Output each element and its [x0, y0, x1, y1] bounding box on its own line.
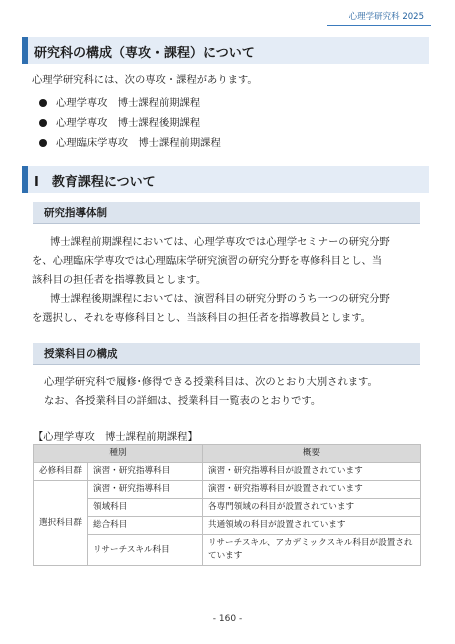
body-line: 博士課程後期課程においては、演習科目の研究分野のうち一つの研究分野	[50, 293, 390, 305]
table-row	[34, 481, 421, 499]
subsection-heading-text: 研究指導体制	[44, 207, 107, 219]
table-caption: 【心理学専攻 博士課程前期課程】	[33, 431, 198, 443]
table-row	[34, 463, 421, 481]
list-item: 心理学専攻 博士課程後期課程	[32, 113, 221, 133]
course-kind: 演習・研究指導科目	[87, 463, 202, 481]
section-heading	[22, 166, 429, 193]
course-kind: 演習・研究指導科目	[87, 481, 202, 499]
running-header-label: 心理学研究科 2025	[348, 12, 424, 22]
subsection-heading-text: 授業科目の構成	[44, 348, 118, 360]
course-structure-table	[33, 444, 421, 566]
course-desc: 演習・研究指導科目が設置されています	[202, 463, 420, 481]
subsection-heading	[33, 343, 420, 365]
table-row	[34, 499, 421, 517]
course-desc: 各専門領域の科目が設置されています	[202, 499, 420, 517]
list-item: 心理学専攻 博士課程前期課程	[32, 93, 221, 113]
section-heading	[22, 37, 429, 64]
table-header-row	[34, 445, 421, 463]
list-item: 心理臨床学専攻 博士課程前期課程	[32, 133, 221, 153]
body-line: 該科目の担任者を指導教員とします。	[32, 274, 207, 286]
body-line: を選択し、それを専修科目とし、当該科目の担任者を指導教員とします。	[32, 312, 371, 324]
section-heading-text: Ⅰ 教育課程について	[34, 175, 156, 190]
section-heading-accent	[22, 166, 28, 193]
page-number: - 160 -	[212, 614, 243, 624]
header-overview: 概要	[202, 445, 420, 463]
table-row	[34, 535, 421, 566]
group-required: 必修科目群	[34, 463, 88, 481]
section-heading-text: 研究科の構成（専攻・課程）について	[34, 46, 255, 61]
header-type: 種別	[34, 445, 203, 463]
program-list	[32, 93, 221, 153]
course-desc: 演習・研究指導科目が設置されています	[202, 481, 420, 499]
body-line: を、心理臨床学専攻では心理臨床学研究演習の研究分野を専修科目とし、当	[32, 255, 383, 267]
subsection-heading	[33, 202, 420, 224]
section-heading-accent	[22, 37, 28, 64]
body-line: なお、各授業科目の詳細は、授業科目一覧表のとおりです。	[44, 395, 322, 407]
group-elective: 選択科目群	[34, 481, 88, 566]
body-line: 心理学研究科で履修･修得できる授業科目は、次のとおり大別されます。	[44, 376, 378, 388]
table-row	[34, 517, 421, 535]
course-desc: 共通領域の科目が設置されています	[202, 517, 420, 535]
course-kind: 領域科目	[87, 499, 202, 517]
course-kind: 総合科目	[87, 517, 202, 535]
course-desc: リサーチスキル、アカデミックスキル科目が設置されています	[202, 535, 420, 566]
course-kind: リサーチスキル科目	[87, 535, 202, 566]
running-header-rule	[327, 25, 431, 26]
body-line: 博士課程前期課程においては、心理学専攻では心理学セミナーの研究分野	[50, 236, 390, 248]
intro-paragraph: 心理学研究科には、次の専攻・課程があります。	[32, 74, 258, 86]
